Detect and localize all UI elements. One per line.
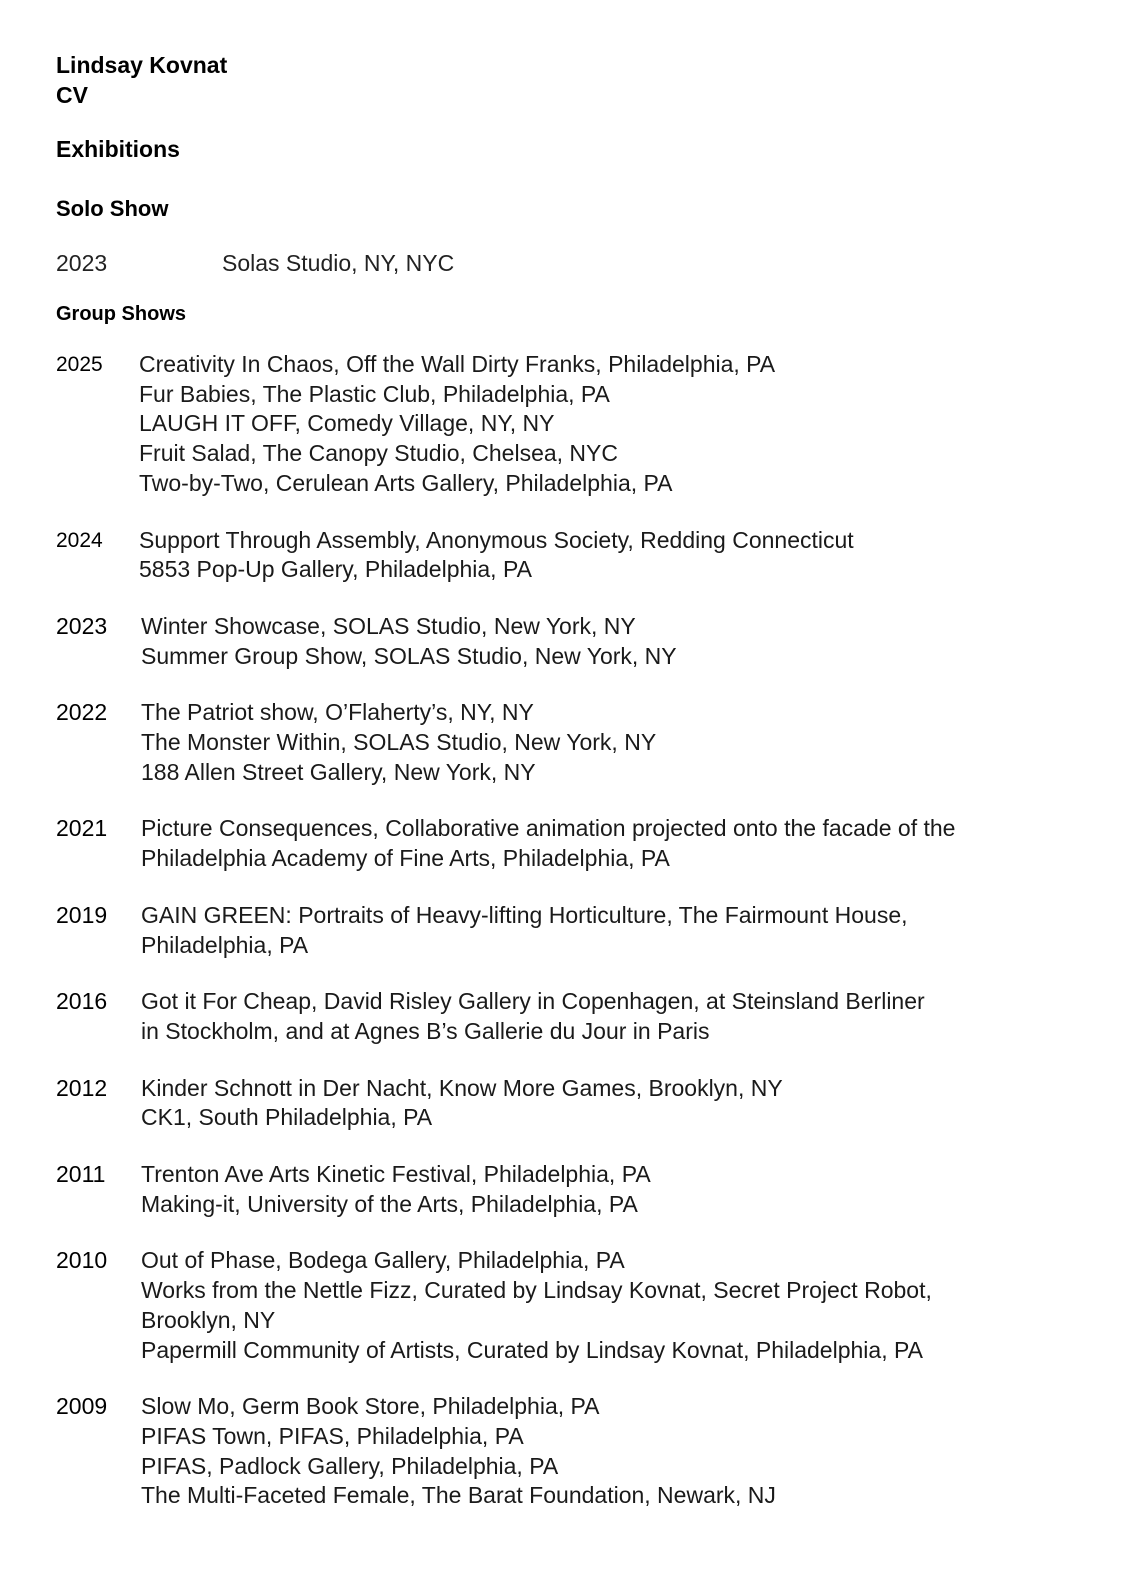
exhibition-line: Winter Showcase, SOLAS Studio, New York, NY [141,612,636,639]
exhibition-list [141,1160,651,1219]
exhibition-year-group [56,350,1096,499]
exhibition-year-group [56,1392,1096,1511]
exhibition-year-group [56,814,1096,873]
exhibition-line: The Monster Within, SOLAS Studio, New York, NY [141,729,657,756]
exhibition-line: Fur Babies, The Plastic Club, Philadelphia, PA [139,380,610,407]
exhibition-year: 2022 [56,699,108,726]
group-shows-heading: Group Shows [56,303,186,325]
exhibition-year: 2012 [56,1074,108,1101]
exhibition-line: in Stockholm, and at Agnes B’s Gallerie du Jour in Paris [141,1017,710,1044]
exhibition-year: 2023 [56,612,108,639]
exhibition-year-group [56,1074,1096,1133]
artist-name: Lindsay Kovnat [56,52,228,78]
exhibition-line: Creativity In Chaos, Off the Wall Dirty Franks, Philadelphia, PA [139,351,776,377]
exhibition-line: Philadelphia Academy of Fine Arts, Philadelphia, PA [141,845,670,872]
exhibition-line: Philadelphia, PA [141,931,309,958]
exhibition-year-group [56,1246,1096,1365]
exhibition-line: GAIN GREEN: Portraits of Heavy-lifting Horticulture, The Fairmount House, [141,901,908,928]
exhibitions-heading: Exhibitions [56,136,180,162]
exhibition-list [139,526,854,585]
exhibition-year: 2019 [56,901,108,928]
exhibition-year: 2010 [56,1247,108,1274]
exhibition-line: Support Through Assembly, Anonymous Society, Redding Connecticut [139,526,854,553]
exhibition-line: Fruit Salad, The Canopy Studio, Chelsea, NYC [139,440,618,467]
exhibition-list [141,901,908,960]
group-shows-list [56,350,1096,1511]
exhibition-year-group [56,612,1096,671]
exhibition-year: 2025 [56,353,103,376]
exhibition-line: Trenton Ave Arts Kinetic Festival, Philadelphia, PA [141,1161,651,1188]
exhibition-year: 2024 [56,528,103,552]
exhibition-list [139,350,775,499]
exhibition-list [141,1246,932,1365]
exhibition-line: The Patriot show, O’Flaherty’s, NY, NY [141,699,534,726]
exhibition-list [141,1074,783,1133]
exhibition-year: 2011 [56,1161,106,1188]
solo-text: Solas Studio, NY, NYC [222,250,455,276]
solo-show-entry [56,248,1096,278]
exhibition-line: Picture Consequences, Collaborative animation projected onto the facade of the [141,815,956,842]
exhibition-line: Papermill Community of Artists, Curated by Lindsay Kovnat, Philadelphia, PA [141,1336,923,1363]
exhibition-list [141,987,925,1046]
exhibition-list [141,814,955,873]
document-type: CV [56,82,88,108]
solo-show-heading: Solo Show [56,196,169,221]
exhibition-line: Two-by-Two, Cerulean Arts Gallery, Philadelphia, PA [139,469,673,496]
cv-page [56,50,1096,1538]
exhibition-line: 188 Allen Street Gallery, New York, NY [141,758,536,785]
exhibition-line: Summer Group Show, SOLAS Studio, New York, NY [141,642,677,669]
exhibition-year-group [56,901,1096,960]
exhibition-line: Out of Phase, Bodega Gallery, Philadelphia, PA [141,1247,625,1274]
exhibition-year-group [56,698,1096,787]
exhibition-line: Kinder Schnott in Der Nacht, Know More Games, Brooklyn, NY [141,1074,783,1101]
exhibition-line: Making-it, University of the Arts, Philadelphia, PA [141,1190,638,1217]
exhibition-line: PIFAS, Padlock Gallery, Philadelphia, PA [141,1452,559,1479]
exhibition-line: Got it For Cheap, David Risley Gallery in Copenhagen, at Steinsland Berliner [141,988,925,1015]
solo-year: 2023 [56,250,108,276]
exhibition-line: 5853 Pop-Up Gallery, Philadelphia, PA [139,556,532,583]
exhibition-line: Brooklyn, NY [141,1306,276,1333]
exhibition-list [141,612,677,671]
exhibition-year: 2009 [56,1393,108,1420]
exhibition-year-group [56,526,1096,585]
exhibition-list [141,698,656,787]
exhibition-year: 2016 [56,988,108,1015]
exhibition-line: The Multi-Faceted Female, The Barat Foundation, Newark, NJ [141,1482,776,1509]
exhibition-line: PIFAS Town, PIFAS, Philadelphia, PA [141,1422,524,1449]
exhibition-year: 2021 [56,815,108,842]
exhibition-line: LAUGH IT OFF, Comedy Village, NY, NY [139,410,555,437]
exhibition-line: Slow Mo, Germ Book Store, Philadelphia, PA [141,1393,600,1420]
exhibition-year-group [56,987,1096,1046]
exhibition-line: CK1, South Philadelphia, PA [141,1104,433,1131]
exhibition-line: Works from the Nettle Fizz, Curated by Lindsay Kovnat, Secret Project Robot, [141,1277,932,1304]
exhibition-year-group [56,1160,1096,1219]
exhibition-list [141,1392,776,1511]
